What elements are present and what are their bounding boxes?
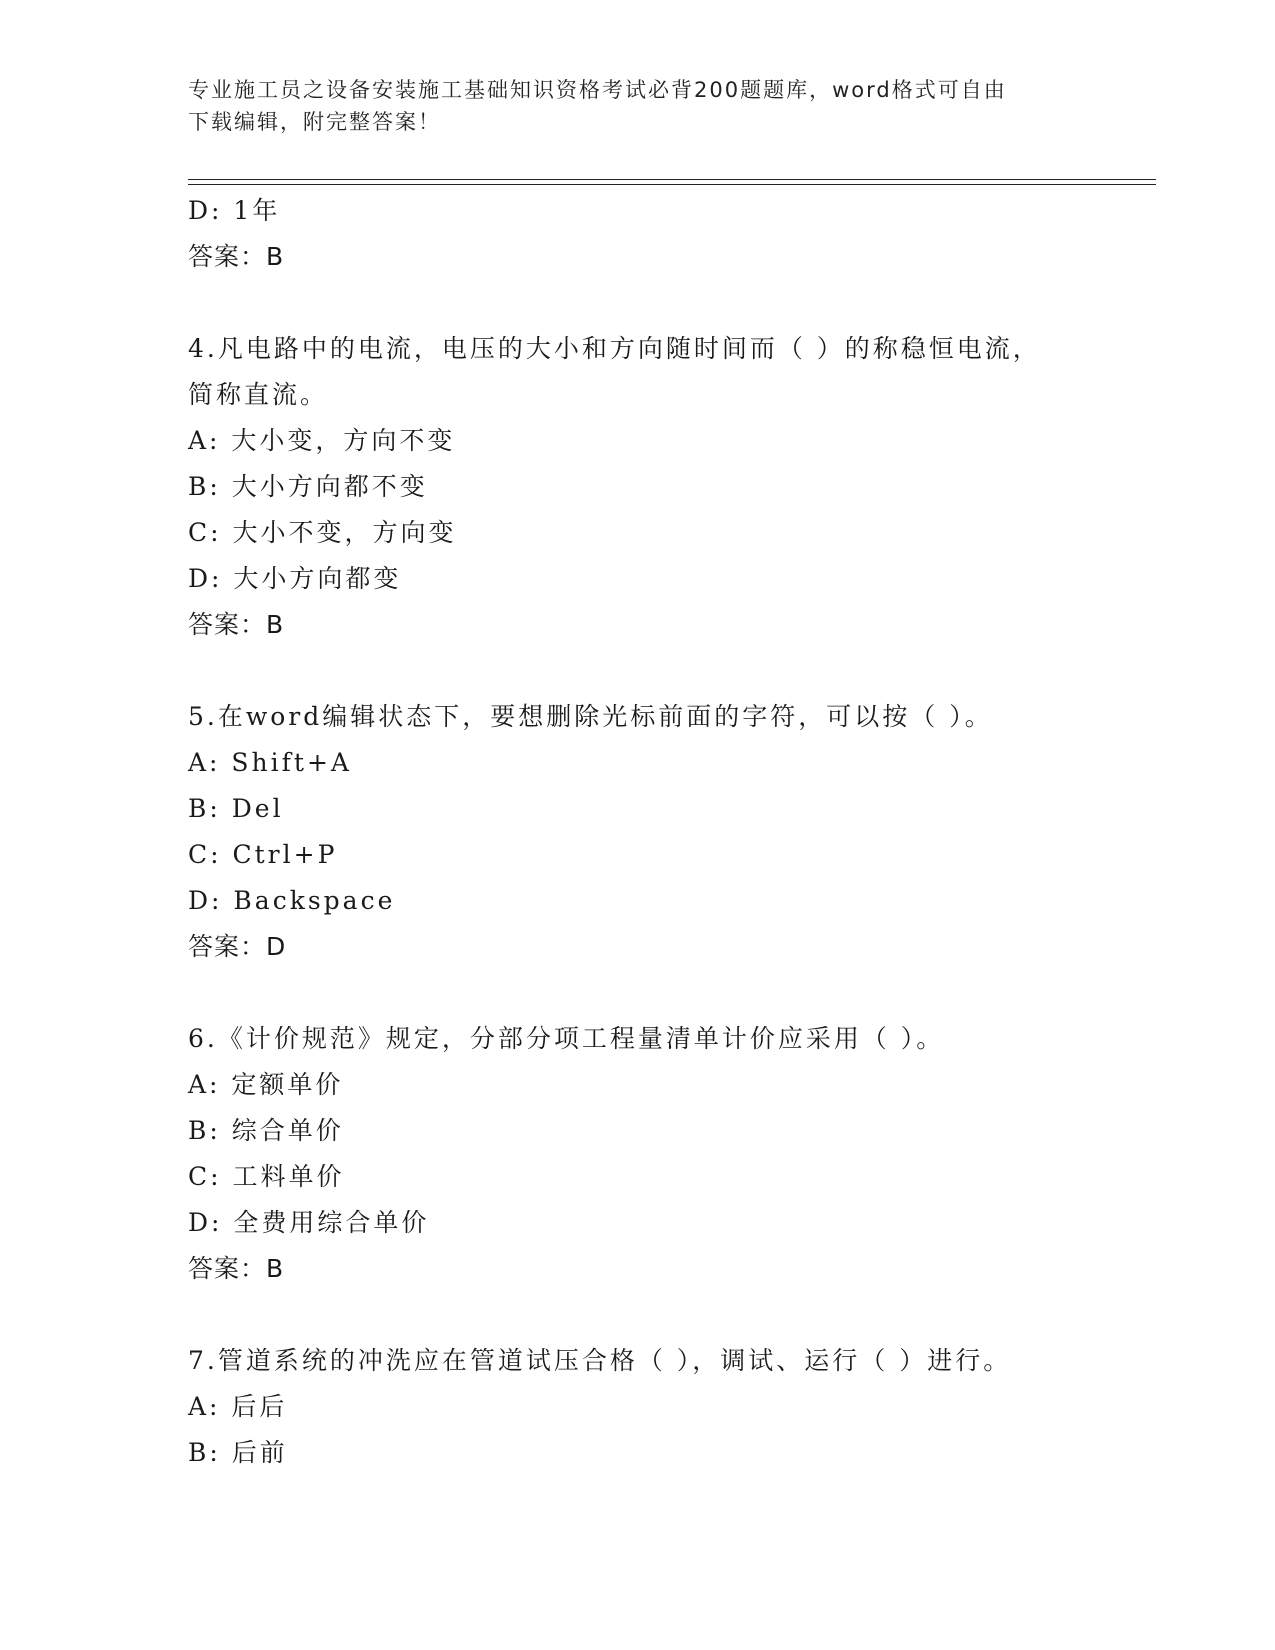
question-title: 4.凡电路中的电流，电压的大小和方向随时间而（ ）的称稳恒电流， [188, 334, 1041, 363]
question-title: 5.在word编辑状态下，要想删除光标前面的字符，可以按（ ）。 [188, 702, 993, 731]
option-d: D: Backspace [188, 886, 396, 915]
option-b: B: 后前 [188, 1438, 288, 1467]
answer: 答案：D [188, 932, 287, 961]
document-header [188, 74, 1088, 138]
option-c: C: 工料单价 [188, 1162, 345, 1191]
answer: 答案：B [188, 242, 285, 271]
question-title: 7.管道系统的冲洗应在管道试压合格（ ），调试、运行（ ）进行。 [188, 1346, 1012, 1375]
option-b: B: 综合单价 [188, 1116, 344, 1145]
option-b: B: Del [188, 794, 284, 823]
question-5 [188, 694, 1088, 970]
option-a: A: Shift+A [188, 748, 352, 777]
option-c: C: Ctrl+P [188, 840, 338, 869]
option-d: D: 全费用综合单价 [188, 1208, 430, 1237]
question-7 [188, 1338, 1088, 1476]
option-a: A: 后后 [188, 1392, 288, 1421]
question-list [188, 188, 1088, 1476]
answer: 答案：B [188, 610, 285, 639]
header-divider-thin [188, 184, 1156, 185]
header-divider [188, 179, 1156, 180]
option-a: A: 定额单价 [188, 1070, 344, 1099]
question-title-cont: 简称直流。 [188, 380, 329, 409]
question-4 [188, 326, 1088, 648]
option-b: B: 大小方向都不变 [188, 472, 428, 501]
question-3-tail [188, 188, 1088, 280]
header-line-2: 下载编辑，附完整答案！ [188, 110, 441, 134]
option-d: D: 1年 [188, 196, 281, 225]
option-d: D: 大小方向都变 [188, 564, 402, 593]
question-title: 6.《计价规范》规定，分部分项工程量清单计价应采用（ ）。 [188, 1024, 945, 1053]
option-c: C: 大小不变，方向变 [188, 518, 457, 547]
option-a: A: 大小变，方向不变 [188, 426, 456, 455]
header-line-1: 专业施工员之设备安装施工基础知识资格考试必背200题题库，word格式可自由 [188, 78, 1007, 102]
answer: 答案：B [188, 1254, 285, 1283]
question-6 [188, 1016, 1088, 1292]
